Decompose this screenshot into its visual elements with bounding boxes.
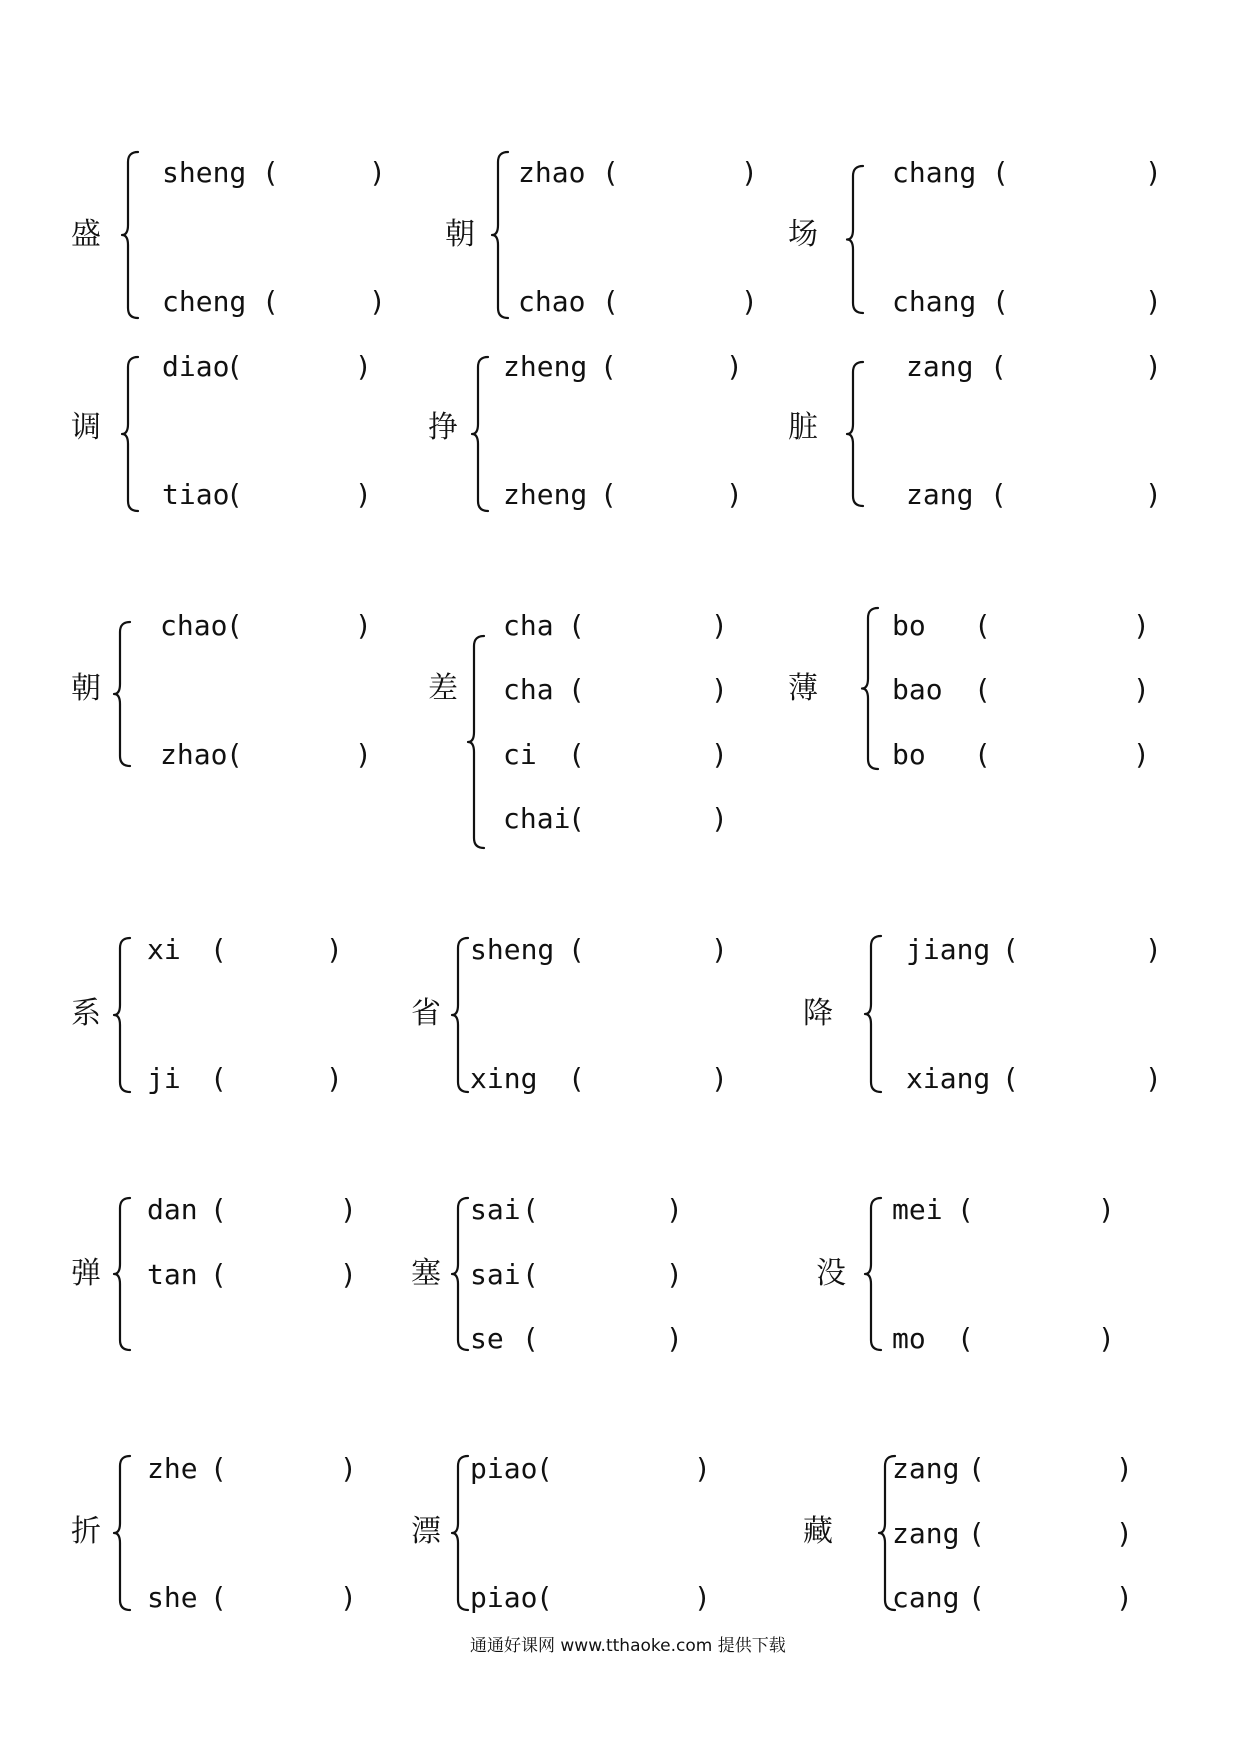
close-paren: ) [369,285,386,318]
pinyin-reading: sai [470,1258,521,1291]
close-paren: ) [1145,478,1162,511]
open-paren: ( [210,933,227,966]
answer-blank[interactable] [620,480,722,510]
close-paren: ) [666,1193,683,1226]
pinyin-reading: chang [892,285,977,318]
pinyin-reading: sai [470,1193,521,1226]
close-paren: ) [711,673,728,706]
open-paren: ( [602,285,619,318]
open-paren: ( [968,1581,985,1614]
target-character: 薄 [788,671,818,706]
pinyin-reading: mei [892,1193,943,1226]
answer-blank[interactable] [230,1454,336,1484]
answer-blank[interactable] [556,1454,690,1484]
answer-blank[interactable] [994,675,1129,705]
curly-brace [122,357,138,511]
target-character: 朝 [71,671,101,706]
close-paren: ) [726,478,743,511]
close-paren: ) [711,609,728,642]
open-paren: ( [974,738,991,771]
curly-brace [472,357,488,511]
pinyin-reading: zheng [503,478,588,511]
pinyin-reading: chao [160,609,228,642]
open-paren: ( [568,933,585,966]
answer-blank[interactable] [988,1454,1112,1484]
open-paren: ( [990,478,1007,511]
pinyin-reading: chao [518,285,586,318]
open-paren: ( [210,1193,227,1226]
pinyin-reading: chai [503,802,571,835]
open-paren: ( [226,738,243,771]
target-character: 弹 [71,1256,101,1291]
close-paren: ) [666,1258,683,1291]
close-paren: ) [326,933,343,966]
pinyin-reading: bao [892,673,943,706]
open-paren: ( [210,1581,227,1614]
target-character: 脏 [788,410,818,445]
answer-blank[interactable] [588,804,707,834]
pinyin-reading: bo [892,609,926,642]
answer-blank[interactable] [230,1064,322,1094]
close-paren: ) [1145,350,1162,383]
close-paren: ) [694,1452,711,1485]
target-character: 调 [71,410,101,445]
pinyin-reading: zheng [503,350,588,383]
target-character: 没 [816,1256,846,1291]
curly-brace [114,1456,130,1610]
close-paren: ) [666,1322,683,1355]
target-character: 差 [428,671,458,706]
open-paren: ( [990,350,1007,383]
close-paren: ) [711,802,728,835]
pinyin-reading: chang [892,156,977,189]
curly-brace [468,636,484,848]
answer-blank[interactable] [977,1195,1094,1225]
pinyin-reading: se [470,1322,504,1355]
target-character: 省 [411,996,441,1031]
answer-blank[interactable] [1010,352,1141,382]
target-character: 折 [71,1514,101,1549]
close-paren: ) [1145,285,1162,318]
target-character: 降 [803,996,833,1031]
answer-blank[interactable] [1012,158,1141,188]
target-character: 朝 [445,217,475,252]
close-paren: ) [355,738,372,771]
open-paren: ( [968,1517,985,1550]
close-paren: ) [340,1581,357,1614]
pinyin-reading: sheng [470,933,555,966]
pinyin-reading: she [147,1581,198,1614]
pinyin-reading: zhao [518,156,586,189]
open-paren: ( [1002,1062,1019,1095]
answer-blank[interactable] [556,1583,690,1613]
close-paren: ) [326,1062,343,1095]
open-paren: ( [568,802,585,835]
open-paren: ( [568,738,585,771]
target-character: 塞 [411,1256,441,1291]
open-paren: ( [602,156,619,189]
answer-blank[interactable] [994,740,1129,770]
answer-blank[interactable] [1022,935,1141,965]
open-paren: ( [568,1062,585,1095]
close-paren: ) [1116,1452,1133,1485]
pinyin-reading: piao [470,1581,538,1614]
curly-brace [452,938,468,1092]
pinyin-reading: piao [470,1452,538,1485]
open-paren: ( [522,1322,539,1355]
open-paren: ( [600,350,617,383]
answer-blank[interactable] [588,611,707,641]
open-paren: ( [522,1258,539,1291]
answer-blank[interactable] [588,1064,707,1094]
curly-brace [122,152,138,318]
open-paren: ( [536,1581,553,1614]
close-paren: ) [369,156,386,189]
answer-blank[interactable] [230,1260,336,1290]
answer-blank[interactable] [246,740,351,770]
open-paren: ( [568,609,585,642]
open-paren: ( [210,1258,227,1291]
pinyin-reading: jiang [906,933,991,966]
answer-blank[interactable] [588,675,707,705]
pinyin-reading: cha [503,673,554,706]
close-paren: ) [711,933,728,966]
close-paren: ) [711,738,728,771]
answer-blank[interactable] [588,935,707,965]
curly-brace [452,1198,468,1350]
pinyin-reading: cha [503,609,554,642]
pinyin-reading: zang [892,1452,960,1485]
answer-blank[interactable] [622,158,737,188]
open-paren: ( [226,609,243,642]
answer-blank[interactable] [620,352,722,382]
open-paren: ( [262,285,279,318]
answer-blank[interactable] [542,1324,662,1354]
open-paren: ( [600,478,617,511]
close-paren: ) [340,1258,357,1291]
open-paren: ( [957,1322,974,1355]
close-paren: ) [1133,609,1150,642]
answer-blank[interactable] [230,1195,336,1225]
open-paren: ( [992,156,1009,189]
answer-blank[interactable] [542,1260,662,1290]
pinyin-reading: zhe [147,1452,198,1485]
target-character: 盛 [71,217,101,252]
answer-blank[interactable] [230,935,322,965]
footer-credit: 通通好课网 www.tthaoke.com 提供下载 [470,1636,786,1656]
open-paren: ( [522,1193,539,1226]
curly-brace [492,152,508,318]
open-paren: ( [974,673,991,706]
target-character: 藏 [803,1514,833,1549]
close-paren: ) [1098,1193,1115,1226]
close-paren: ) [741,285,758,318]
open-paren: ( [974,609,991,642]
close-paren: ) [355,350,372,383]
close-paren: ) [741,156,758,189]
close-paren: ) [711,1062,728,1095]
answer-blank[interactable] [230,1583,336,1613]
open-paren: ( [568,673,585,706]
pinyin-reading: cheng [162,285,247,318]
curly-brace [847,362,863,506]
open-paren: ( [1002,933,1019,966]
close-paren: ) [340,1452,357,1485]
pinyin-reading: zang [892,1517,960,1550]
pinyin-reading: tan [147,1258,198,1291]
pinyin-reading: zhao [160,738,228,771]
close-paren: ) [1116,1581,1133,1614]
close-paren: ) [1116,1517,1133,1550]
curly-brace [862,608,878,769]
answer-blank[interactable] [588,740,707,770]
open-paren: ( [957,1193,974,1226]
close-paren: ) [1145,933,1162,966]
answer-blank[interactable] [246,480,351,510]
pinyin-reading: xi [147,933,181,966]
curly-brace [114,622,130,766]
answer-blank[interactable] [1012,287,1141,317]
answer-blank[interactable] [282,287,365,317]
curly-brace [847,166,863,313]
close-paren: ) [355,609,372,642]
answer-blank[interactable] [988,1519,1112,1549]
answer-blank[interactable] [988,1583,1112,1613]
curly-brace [114,938,130,1092]
answer-blank[interactable] [977,1324,1094,1354]
pinyin-reading: tiao [162,478,230,511]
close-paren: ) [1133,673,1150,706]
target-character: 场 [788,217,818,252]
curly-brace [114,1198,130,1350]
curly-brace [865,1198,881,1350]
pinyin-reading: mo [892,1322,926,1355]
pinyin-reading: cang [892,1581,960,1614]
target-character: 挣 [428,410,458,445]
pinyin-reading: sheng [162,156,247,189]
open-paren: ( [536,1452,553,1485]
answer-blank[interactable] [282,158,365,188]
answer-blank[interactable] [246,352,351,382]
answer-blank[interactable] [542,1195,662,1225]
answer-blank[interactable] [622,287,737,317]
close-paren: ) [340,1193,357,1226]
target-character: 漂 [411,1514,441,1549]
pinyin-reading: zang [906,350,974,383]
close-paren: ) [726,350,743,383]
pinyin-reading: xiang [906,1062,991,1095]
answer-blank[interactable] [1022,1064,1141,1094]
open-paren: ( [992,285,1009,318]
target-character: 系 [71,996,101,1031]
open-paren: ( [968,1452,985,1485]
answer-blank[interactable] [1010,480,1141,510]
close-paren: ) [1098,1322,1115,1355]
close-paren: ) [1133,738,1150,771]
answer-blank[interactable] [994,611,1129,641]
open-paren: ( [210,1062,227,1095]
pinyin-reading: bo [892,738,926,771]
open-paren: ( [226,478,243,511]
open-paren: ( [210,1452,227,1485]
curly-brace [452,1456,468,1610]
close-paren: ) [1145,1062,1162,1095]
answer-blank[interactable] [246,611,351,641]
pinyin-reading: zang [906,478,974,511]
open-paren: ( [226,350,243,383]
pinyin-reading: xing [470,1062,538,1095]
close-paren: ) [694,1581,711,1614]
pinyin-reading: ci [503,738,537,771]
curly-brace [865,936,881,1092]
pinyin-reading: dan [147,1193,198,1226]
pinyin-reading: ji [147,1062,181,1095]
open-paren: ( [262,156,279,189]
pinyin-reading: diao [162,350,230,383]
close-paren: ) [1145,156,1162,189]
close-paren: ) [355,478,372,511]
